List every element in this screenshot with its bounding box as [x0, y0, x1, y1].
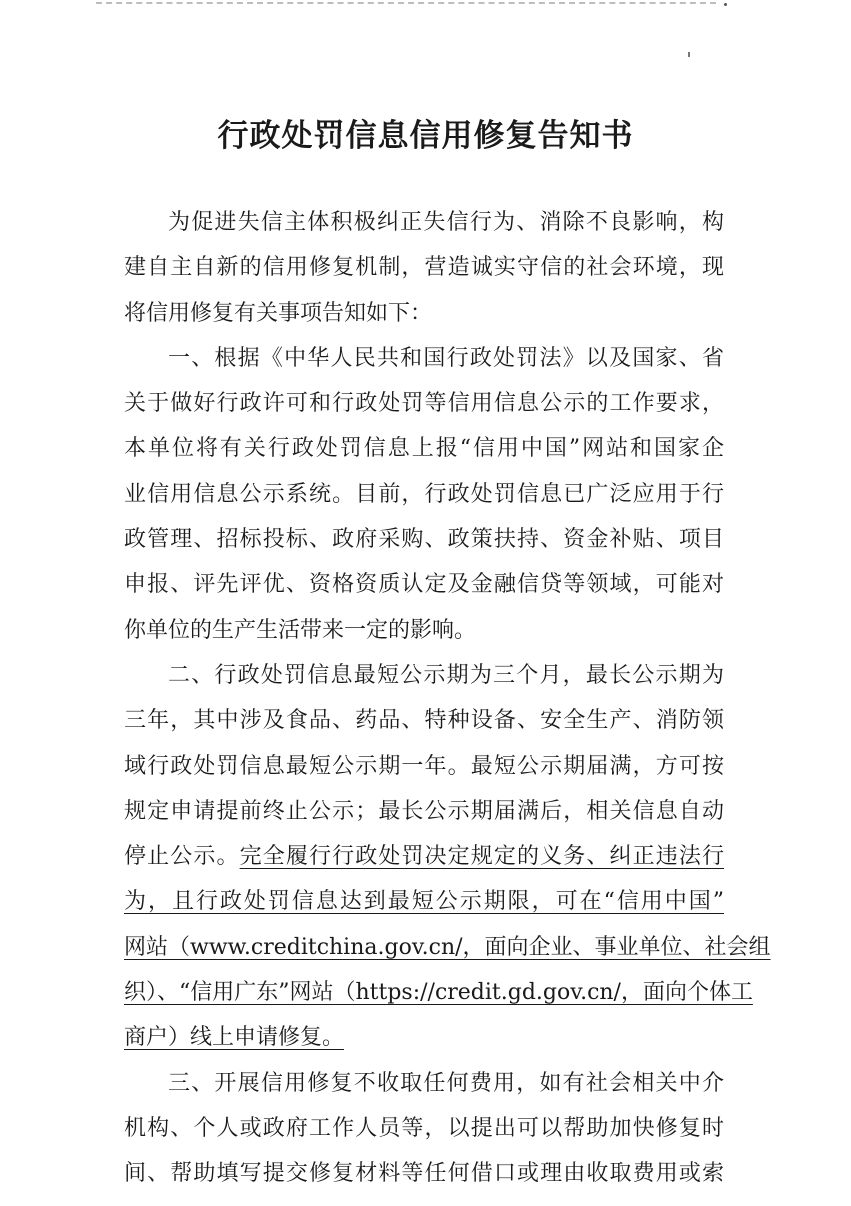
- text-line: [124, 381, 724, 426]
- text-line: [124, 879, 724, 924]
- text-line: [124, 744, 724, 789]
- line-text: 本单位将有关行政处罚信息上报“信用中国”网站和国家企: [124, 436, 724, 462]
- scan-speck: [688, 52, 690, 57]
- text-line: [124, 1151, 724, 1196]
- line-text: 为促进失信主体积极纠正失信行为、消除不良影响，构: [168, 210, 724, 235]
- text-line: [124, 1061, 724, 1106]
- text-line: [124, 1015, 724, 1060]
- text-line: [124, 472, 724, 517]
- line-text: 为，且行政处罚信息达到最短公示期限，可在“信用中国”: [124, 889, 724, 915]
- line-text: 三年，其中涉及食品、药品、特种设备、安全生产、消防领: [124, 708, 724, 734]
- document-body: [124, 200, 771, 1197]
- line-text: 网站（www.creditchina.gov.cn/，面向企业、事业单位、社会组: [124, 934, 771, 960]
- text-line: [124, 834, 724, 879]
- line-text: 政管理、招标投标、政府采购、政策扶持、资金补贴、项目: [124, 527, 724, 553]
- line-text: 关于做好行政许可和行政处罚等信用信息公示的工作要求，: [124, 391, 724, 417]
- underlined-text: 完全履行行政处罚决定规定的义务、纠正违法行: [239, 844, 724, 870]
- line-text: 间、帮助填写提交修复材料等任何借口或理由收取费用或索: [124, 1161, 724, 1187]
- document-title: 行政处罚信息信用修复告知书: [217, 118, 634, 154]
- text-line: [124, 970, 753, 1015]
- text-line: [124, 517, 724, 562]
- text-line: [124, 245, 724, 290]
- line-text: 业信用信息公示系统。目前，行政处罚信息已广泛应用于行: [124, 481, 724, 507]
- line-text: 你单位的生产生活带来一定的影响。: [124, 617, 477, 643]
- scan-speck: [724, 3, 727, 6]
- text-line: [124, 925, 771, 970]
- line-text: 域行政处罚信息最短公示期一年。最短公示期届满，方可按: [124, 753, 724, 779]
- text-line: [124, 608, 724, 653]
- text-line: [124, 426, 724, 471]
- line-text: 三、开展信用修复不收取任何费用，如有社会相关中介: [168, 1070, 724, 1096]
- text-line: [124, 698, 724, 743]
- line-text: 申报、评先评优、资格资质认定及金融信贷等领域，可能对: [124, 572, 724, 598]
- line-text: 将信用修复有关事项告知如下：: [124, 300, 433, 326]
- line-text: 织）、“信用广东”网站（https://credit.gd.gov.cn/，面向个体工: [124, 980, 753, 1006]
- text-line: [124, 291, 724, 336]
- line-text: 建自主自新的信用修复机制，营造诚实守信的社会环境，现: [124, 255, 724, 281]
- text-line: [124, 562, 724, 607]
- line-text: 停止公示。: [124, 844, 240, 870]
- text-line: [124, 789, 724, 834]
- line-text: 二、行政处罚信息最短公示期为三个月，最长公示期为: [168, 662, 724, 688]
- line-text: 规定申请提前终止公示；最长公示期届满后，相关信息自动: [124, 798, 724, 824]
- line-text: 一、根据《中华人民共和国行政处罚法》以及国家、省: [168, 345, 724, 371]
- scan-edge-mark: [96, 2, 716, 4]
- text-line: [124, 653, 724, 698]
- text-line: [124, 1106, 724, 1151]
- text-line: [124, 336, 724, 381]
- line-text: 商户）线上申请修复。: [124, 1025, 345, 1051]
- line-text: 机构、个人或政府工作人员等，以提出可以帮助加快修复时: [124, 1115, 724, 1141]
- text-line: [124, 200, 724, 245]
